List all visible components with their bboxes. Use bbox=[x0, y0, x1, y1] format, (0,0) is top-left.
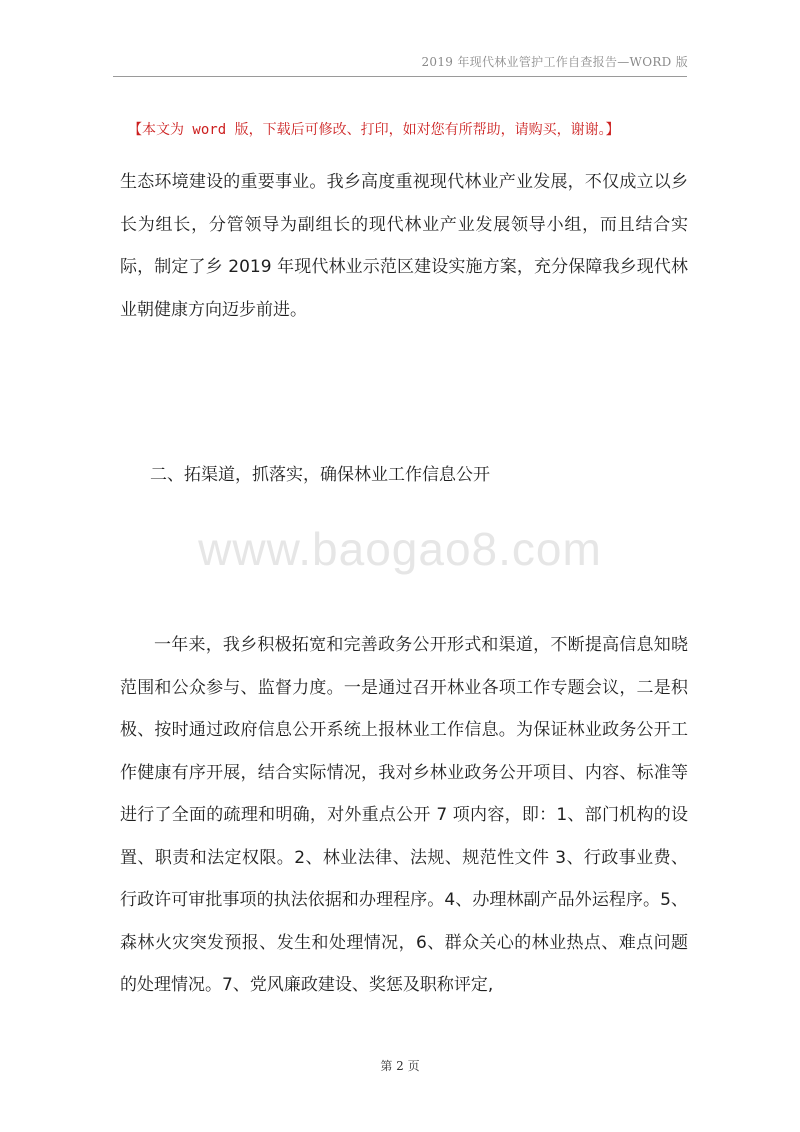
purchase-notice: 【本文为 word 版，下载后可修改、打印，如对您有所帮助，请购买，谢谢。】 bbox=[128, 122, 620, 138]
running-header: 2019 年现代林业管护工作自查报告—WORD 版 bbox=[421, 55, 688, 69]
paragraph-2: 一年来，我乡积极拓宽和完善政务公开形式和渠道，不断提高信息知晓范围和公众参与、监督力度。一是通过召开林业各项工作专题会议，二是积极、按时通过政府信息公开系统上报林业工作信息。为保证林业政务公开工作健康有序开展，结合实际情况，我对乡林业政务公开项目、内容、标准等进行了全面的疏理和明确，对外重点公开 7 项内容，即：1、部门机构的设置、职责和法定权限。2、林业法律、法规、规范性文件 3、行政事业费、行政许可审批事项的执法依据和办理程序。4、办理林副产品外运程序。5、森林火灾突发预报、发生和处理情况，6、群众关心的林业热点、难点问题的处理情况。7、党风廉政建设、奖惩及职称评定, bbox=[120, 635, 688, 995]
page-number: 第 2 页 bbox=[380, 1059, 420, 1073]
watermark: www.baogao8.com bbox=[198, 523, 602, 575]
paragraph-1: 生态环境建设的重要事业。我乡高度重视现代林业产业发展，不仅成立以乡长为组长，分管领导为副组长的现代林业产业发展领导小组，而且结合实际，制定了乡 2019 年现代林业示范区建设实施方案，充分保障我乡现代林业朝健康方向迈步前进。 bbox=[120, 172, 688, 320]
section-heading: 二、拓渠道，抓落实，确保林业工作信息公开 bbox=[150, 465, 490, 485]
header-divider bbox=[113, 76, 687, 77]
